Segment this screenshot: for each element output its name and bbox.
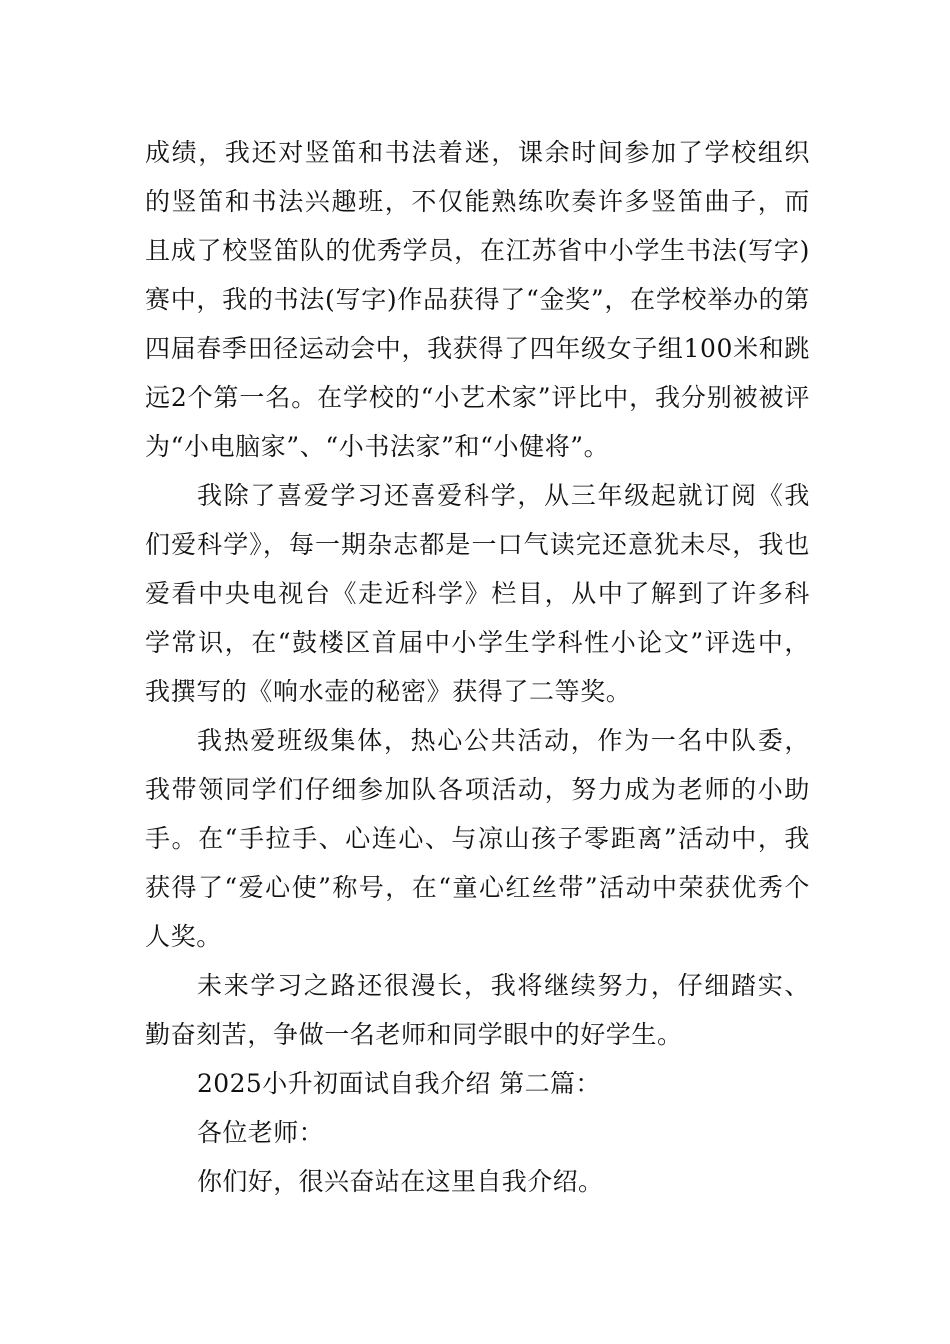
paragraph-class-activities: 我热爱班级集体，热心公共活动，作为一名中队委，我带领同学们仔细参加队各项活动，努力成为老师的小助手。在“手拉手、心连心、与凉山孩子零距离”活动中，我获得了“爱心使”称号，在“童心红丝带”活动中荣获优秀个人奖。 xyxy=(145,726,810,951)
section-heading: 2025小升初面试自我介绍 第二篇： xyxy=(197,1069,601,1098)
salutation: 各位老师： xyxy=(197,1118,325,1147)
paragraph-achievements: 成绩，我还对竖笛和书法着迷，课余时间参加了学校组织的竖笛和书法兴趣班，不仅能熟练吹奏许多竖笛曲子，而且成了校竖笛队的优秀学员，在江苏省中小学生书法(写字)赛中，我的书法(写字)作品获得了“金奖”，在学校举办的第四届春季田径运动会中，我获得了四年级女子组100米和跳远2个第一名。在学校的“小艺术家”评比中，我分别被被评为“小电脑家”、“小书法家”和“小健将”。 xyxy=(145,138,810,461)
paragraph-future: 未来学习之路还很漫长，我将继续努力，仔细踏实、勤奋刻苦，争做一名老师和同学眼中的好学生。 xyxy=(145,971,810,1049)
document-body xyxy=(145,128,810,1206)
paragraph-science: 我除了喜爱学习还喜爱科学，从三年级起就订阅《我们爱科学》，每一期杂志都是一口气读完还意犹未尽，我也爱看中央电视台《走近科学》栏目，从中了解到了许多科学常识，在“鼓楼区首届中小学生学科性小论文”评选中，我撰写的《响水壶的秘密》获得了二等奖。 xyxy=(145,481,810,706)
greeting: 你们好，很兴奋站在这里自我介绍。 xyxy=(197,1167,604,1196)
